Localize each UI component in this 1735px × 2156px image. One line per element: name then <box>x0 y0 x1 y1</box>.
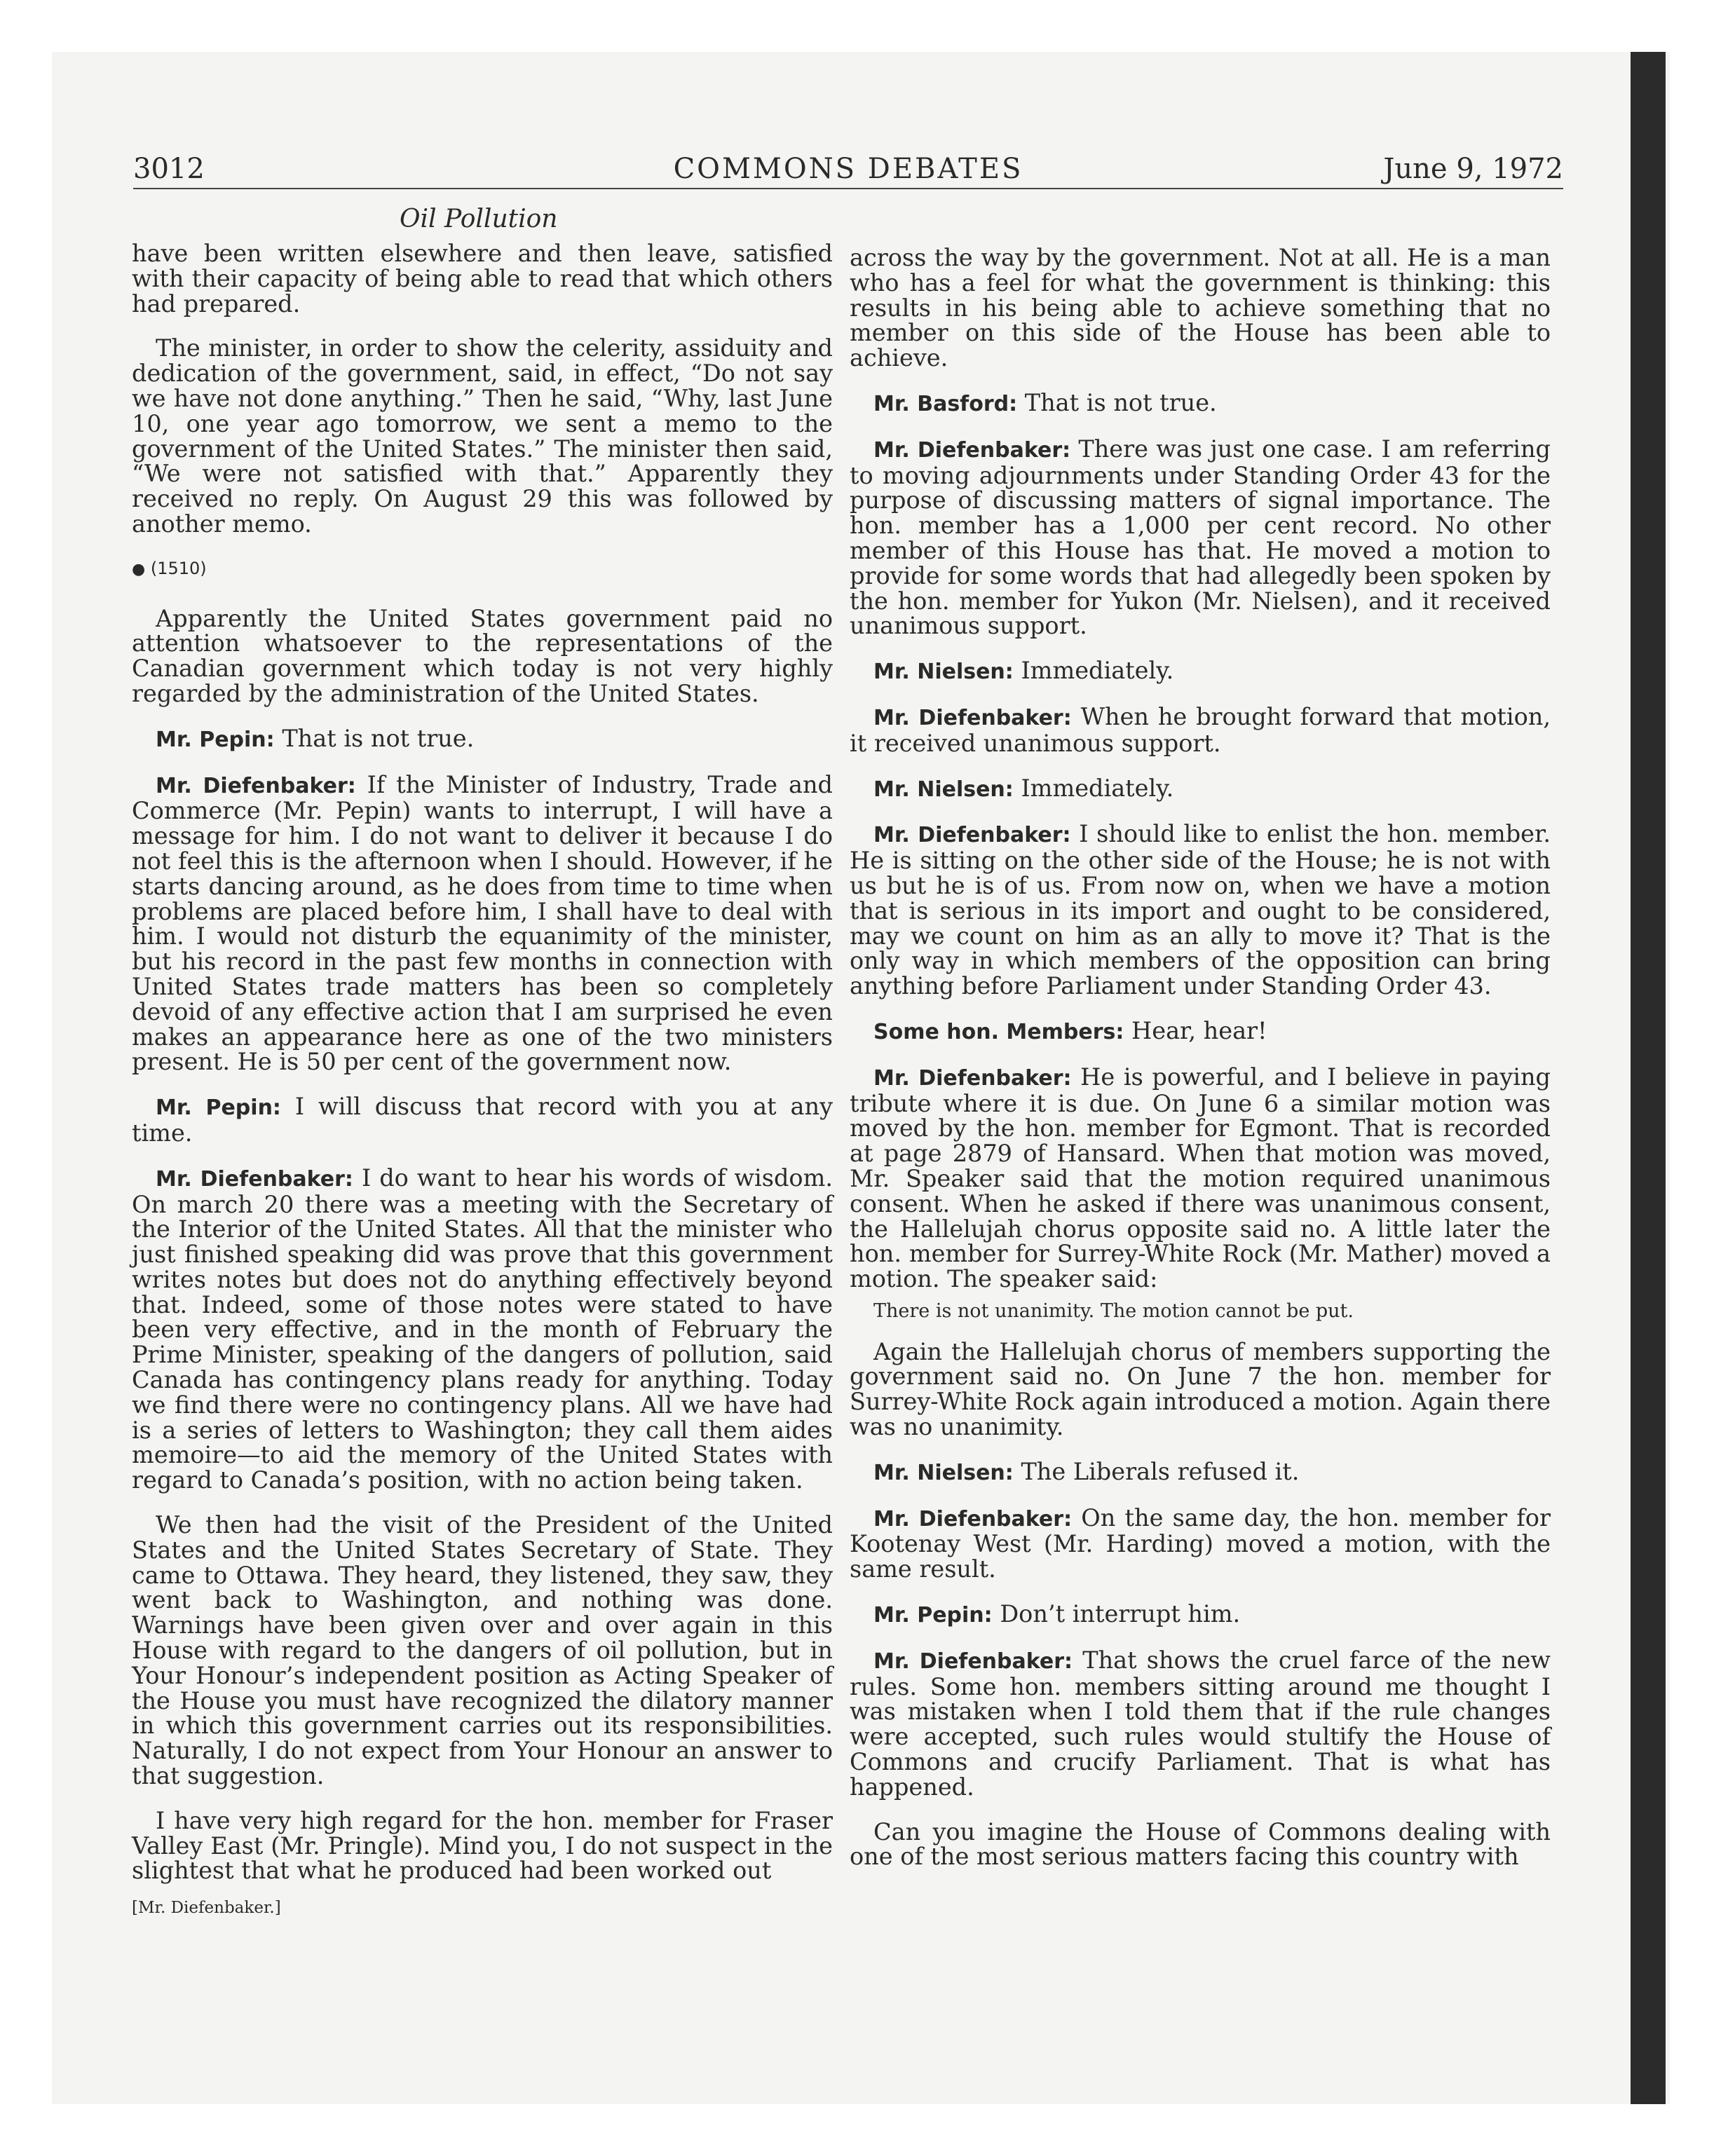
left-column <box>132 241 833 1941</box>
speaker-name: Mr. Diefenbaker: <box>156 1166 353 1192</box>
paragraph: Again the Hallelujah chorus of members supporting the government said no. On June 7 the hon. member for Surrey-White Rock again introduced a motion. Again there was no unanimity. <box>850 1337 1551 1441</box>
speech-text: Immediately. <box>1021 657 1174 685</box>
speech <box>850 1503 1551 1583</box>
speech-text: If the Minister of Industry, Trade and Commerce (Mr. Pepin) wants to interrupt, I will have a message for him. I do not want to deliver it because I do not feel this is the afternoon when I should. However, if he starts dancing around, as he does from time to time when problems are placed before him, I shall have to deal with him. I would not disturb the equanimity of the minister, but his record in the past few months in connection with United States trade matters has been so completely devoid of any effective action that I am surprised he even makes an appearance here as one of the two ministers present. He is 50 per cent of the government now. <box>132 770 834 1076</box>
speaker-name: Mr. Diefenbaker: <box>873 705 1072 730</box>
speaker-name: Mr. Nielsen: <box>873 1460 1014 1485</box>
speaker-name: Some hon. Members: <box>873 1019 1124 1044</box>
speech <box>850 1648 1551 1800</box>
speech-text: That is not true. <box>1024 388 1217 416</box>
speaker-name: Mr. Diefenbaker: <box>873 1065 1072 1091</box>
speech-text: That is not true. <box>282 724 475 752</box>
speech <box>850 1602 1551 1628</box>
speech-text: I should like to enlist the hon. member. He is sitting on the other side of the House; he is not with us but he is of us. From now on, when we have a motion that is serious in its import and ought to be considered, may we count on him as an ally to move it? That is the only way in which members of the opposition can bring anything before Parliament under Standing Order 43. <box>850 820 1551 1000</box>
paragraph: The minister, in order to show the celerity, assiduity and dedication of the government, said, in effect, “Do not say we have not done anything.” Then he said, “Why, last June 10, one year ago tomorrow, we sent a memo to the government of the United States.” The minister then said, “We were not satisfied with that.” Apparently they received no reply. On August 29 this was followed by another memo. <box>132 334 833 538</box>
speech <box>850 1459 1551 1486</box>
speech <box>850 1065 1551 1292</box>
speaker-name: Mr. Diefenbaker: <box>873 823 1071 848</box>
right-column <box>850 245 1551 1889</box>
paragraph: across the way by the government. Not at all. He is a man who has a feel for what the government is thinking: this results in his being able to achieve something that no member on this side of the House has been able to achieve. <box>850 244 1551 372</box>
speech-text: Hear, hear! <box>1131 1016 1267 1044</box>
speaker-name: Mr. Diefenbaker: <box>873 1649 1073 1674</box>
speech <box>850 437 1551 639</box>
speech <box>132 1166 833 1493</box>
speech-text: On the same day, the hon. member for Kootenay West (Mr. Harding) moved a motion, with the same result. <box>850 1503 1551 1583</box>
speech-text: When he brought forward that motion, it received unanimous support. <box>850 702 1551 757</box>
speech-text: Immediately. <box>1021 774 1174 802</box>
block-quote: There is not unanimity. The motion cannot be put. <box>873 1299 1354 1322</box>
speaker-name: Mr. Basford: <box>873 391 1018 416</box>
scan-edge-shadow <box>1631 52 1666 2104</box>
paragraph: Apparently the United States government paid no attention whatsoever to the representations of the Canadian government which today is not very highly regarded by the administration of the United States. <box>132 604 833 707</box>
speech-text: That shows the cruel farce of the new rules. Some hon. members sitting around me thought I was mistaken when I told them that if the rule changes were accepted, such rules would stultify the House of Commons and crucify Parliament. That is what has happened. <box>850 1646 1551 1801</box>
page-number: 3012 <box>133 153 205 185</box>
subject-heading: Oil Pollution <box>400 205 558 233</box>
speaker-name: Mr. Pepin: <box>156 727 275 752</box>
speech-text: There was just one case. I am referring to moving adjournments under Standing Order 43 for the purpose of discussing matters of signal importance. The hon. member has a 1,000 per cent record. No other member of this House has that. He moved a motion to provide for some words that had allegedly been spoken by the hon. member for Yukon (Mr. Nielsen), and it received unanimous support. <box>850 435 1551 640</box>
speaker-name: Mr. Nielsen: <box>873 777 1014 802</box>
speaker-name: Mr. Pepin: <box>156 1096 281 1121</box>
paragraph: I have very high regard for the hon. member for Fraser Valley East (Mr. Pringle). Mind you, I do not suspect in the slightest that what he produced had been worked out <box>132 1806 833 1885</box>
bullet-icon: ● <box>132 560 146 578</box>
speech <box>132 1094 833 1146</box>
paragraph: We then had the visit of the President of the United States and the United States Secretary of State. They came to Ottawa. They heard, they listened, they saw, they went back to Washington, and nothing was done. Warnings have been given over and over again in this House with regard to the dangers of oil pollution, but in Your Honour’s independent position as Acting Speaker of the House you must have recognized the dilatory manner in which this government carries out its responsibilities. Naturally, I do not expect from Your Honour an answer to that suggestion. <box>132 1511 833 1790</box>
speech <box>850 390 1551 417</box>
time-marker-text: (1510) <box>150 558 207 578</box>
speech <box>850 1018 1551 1045</box>
paragraph: have been written elsewhere and then leave, satisfied with their capacity of being able to read that which others had prepared. <box>132 240 833 318</box>
speaker-name: Mr. Diefenbaker: <box>873 1506 1073 1531</box>
speech <box>132 726 833 753</box>
speech-text: I do want to hear his words of wisdom. On march 20 there was a meeting with the Secretary of the Interior of the United States. All that the minister who just finished speaking did was prove that this government writes notes but does not do anything effectively beyond that. Indeed, some of those notes were stated to have been very effective, and in the month of February the Prime Minister, speaking of the dangers of pollution, said Canada has contingency plans ready for anything. Today we find there were no contingency plans. All we have had is a series of letters to Washington; they call them aides memoire—to aid the memory of the United States with regard to Canada’s position, with no action being taken. <box>132 1164 833 1494</box>
speech <box>132 772 833 1075</box>
speech <box>850 704 1551 756</box>
speech-text: I will discuss that record with you at any time. <box>132 1093 833 1147</box>
speaker-footnote: [Mr. Diefenbaker.] <box>132 1899 281 1918</box>
speech <box>850 776 1551 803</box>
speaker-name: Mr. Diefenbaker: <box>873 437 1071 463</box>
time-marker <box>132 557 833 582</box>
page-header <box>133 153 1563 189</box>
speaker-name: Mr. Pepin: <box>873 1603 993 1628</box>
paragraph: Can you imagine the House of Commons dealing with one of the most serious matters facing this country with <box>850 1817 1551 1871</box>
page-date: June 9, 1972 <box>1383 153 1563 185</box>
speech <box>850 821 1551 999</box>
speech-text: The Liberals refused it. <box>1021 1457 1300 1485</box>
speaker-name: Mr. Diefenbaker: <box>156 773 356 798</box>
publication-title: COMMONS DEBATES <box>673 153 1023 185</box>
speech-text: Don’t interrupt him. <box>1000 1600 1241 1628</box>
speaker-name: Mr. Nielsen: <box>873 660 1014 685</box>
speech-text: He is powerful, and I believe in paying tribute where it is due. On June 6 a similar motion was moved by the hon. member for Egmont. That is recorded at page 2879 of Hansard. When that motion was moved, Mr. Speaker said that the motion required unanimous consent. When he asked if there was unanimous consent, the Hallelujah chorus opposite said no. A little later the hon. member for Surrey-White Rock (Mr. Mather) moved a motion. The speaker said: <box>850 1063 1551 1293</box>
speech <box>850 658 1551 685</box>
